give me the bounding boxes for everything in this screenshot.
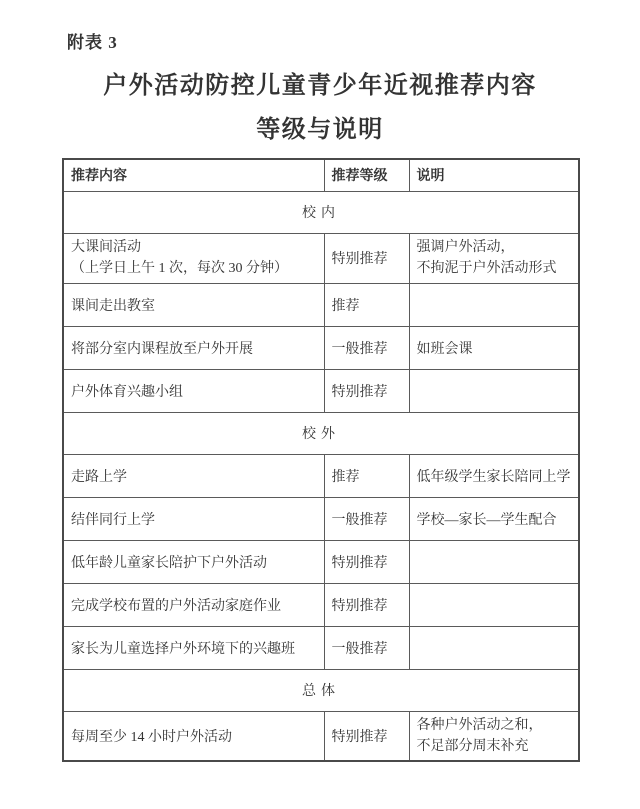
cell-note (409, 583, 579, 626)
cell-content: 完成学校布置的户外活动家庭作业 (63, 583, 324, 626)
page-title (0, 64, 640, 152)
table-row (63, 711, 579, 761)
cell-note: 如班会课 (409, 326, 579, 369)
cell-content: 低年龄儿童家长陪护下户外活动 (63, 540, 324, 583)
cell-content: 每周至少 14 小时户外活动 (63, 711, 324, 761)
cell-note (409, 626, 579, 669)
cell-grade: 特别推荐 (324, 711, 409, 761)
table-row (63, 369, 579, 412)
cell-grade: 特别推荐 (324, 369, 409, 412)
table-row (63, 454, 579, 497)
table-header-row (63, 159, 579, 191)
cell-note (409, 540, 579, 583)
cell-content: 户外体育兴趣小组 (63, 369, 324, 412)
section-label-in-school: 校内 (63, 191, 579, 233)
cell-line: 大课间活动 (71, 240, 141, 255)
table-row (63, 583, 579, 626)
cell-note: 学校—家长—学生配合 (409, 497, 579, 540)
cell-line: 不拘泥于户外活动形式 (416, 261, 557, 276)
cell-grade: 一般推荐 (324, 326, 409, 369)
cell-line: 各种户外活动之和， (416, 717, 543, 733)
cell-content: 家长为儿童选择户外环境下的兴趣班 (63, 626, 324, 669)
cell-note (409, 369, 579, 412)
cell-note (409, 711, 579, 761)
column-header-content: 推荐内容 (63, 159, 324, 191)
cell-content: 结伴同行上学 (63, 497, 324, 540)
cell-grade: 推荐 (324, 283, 409, 326)
table-row (63, 540, 579, 583)
cell-grade: 特别推荐 (324, 233, 409, 283)
cell-content: 课间走出教室 (63, 283, 324, 326)
table-row (63, 497, 579, 540)
section-label-out-of-school: 校外 (63, 412, 579, 454)
cell-line: 不足部分周末补充 (416, 738, 529, 754)
column-header-note: 说明 (409, 159, 579, 191)
cell-note (409, 283, 579, 326)
cell-line: 强调户外活动， (416, 240, 515, 255)
cell-grade: 一般推荐 (324, 626, 409, 669)
cell-note (409, 233, 579, 283)
cell-grade: 一般推荐 (324, 497, 409, 540)
table-row (63, 326, 579, 369)
cell-content: 走路上学 (63, 454, 324, 497)
table-row (63, 283, 579, 326)
cell-content (63, 233, 324, 283)
section-row (63, 412, 579, 454)
table-row (63, 626, 579, 669)
section-row (63, 191, 579, 233)
cell-note: 低年级学生家长陪同上学 (409, 454, 579, 497)
title-line-1: 户外活动防控儿童青少年近视推荐内容 (103, 73, 537, 99)
cell-content: 将部分室内课程放至户外开展 (63, 326, 324, 369)
cell-grade: 推荐 (324, 454, 409, 497)
table-row (63, 233, 579, 283)
cell-grade: 特别推荐 (324, 583, 409, 626)
title-line-2: 等级与说明 (256, 117, 384, 143)
appendix-label: 附表 3 (67, 33, 118, 52)
column-header-grade: 推荐等级 (324, 159, 409, 191)
cell-grade: 特别推荐 (324, 540, 409, 583)
section-label-overall: 总体 (63, 669, 579, 711)
section-row (63, 669, 579, 711)
cell-line: （上学日上午 1 次，每次 30 分钟） (71, 261, 288, 276)
recommendation-table (62, 158, 580, 762)
